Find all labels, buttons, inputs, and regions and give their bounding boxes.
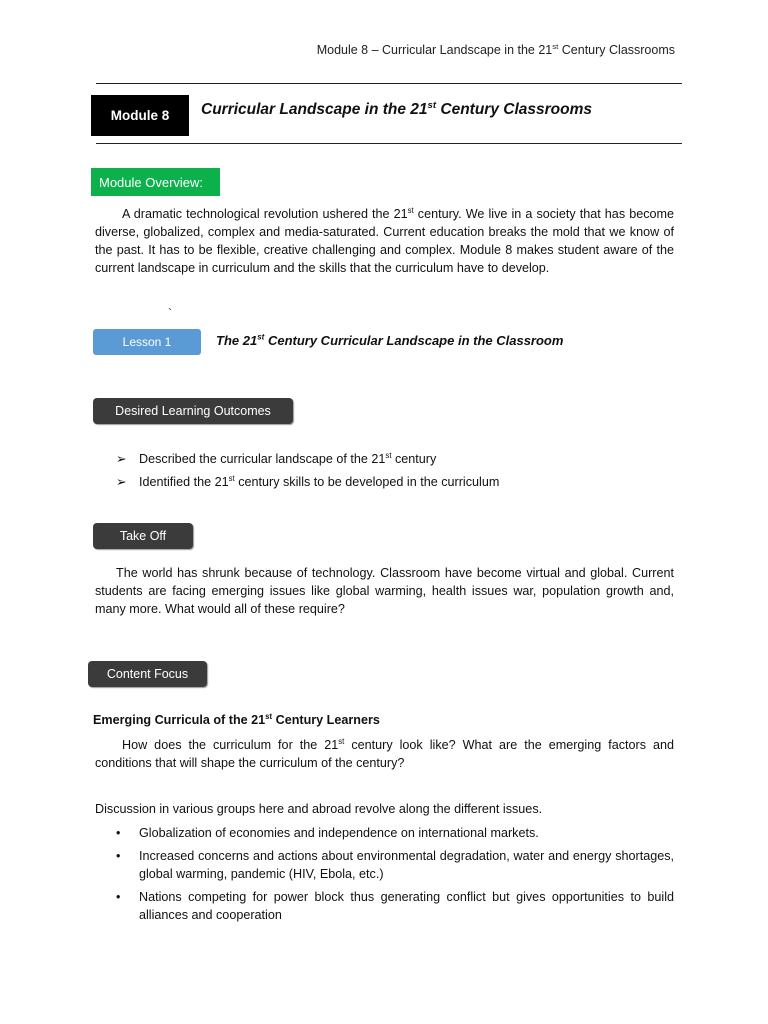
module-label-box bbox=[91, 95, 189, 136]
bullet-text: Globalization of economies and independence on international markets. bbox=[139, 826, 539, 840]
desired-outcomes-tag bbox=[93, 398, 293, 424]
discussion-paragraph bbox=[95, 800, 674, 818]
take-off-tag bbox=[93, 523, 193, 549]
content-focus-tag bbox=[88, 661, 207, 687]
module-title bbox=[201, 101, 592, 119]
module-overview-label: Module Overview: bbox=[99, 174, 204, 190]
take-off-label: Take Off bbox=[119, 529, 167, 543]
outcome-text-end: century bbox=[391, 452, 437, 466]
discussion-text: Discussion in various groups here and abroad revolve along the different issues. bbox=[95, 802, 543, 816]
module-title-text: Curricular Landscape in the 21 bbox=[201, 101, 428, 118]
content-focus-label: Content Focus bbox=[106, 667, 189, 681]
question-sup: st bbox=[338, 736, 345, 746]
overview-sup: st bbox=[407, 205, 414, 215]
running-header-text: Module 8 – Curricular Landscape in the 21 bbox=[316, 43, 553, 57]
list-item bbox=[116, 450, 674, 468]
module-title-sup: st bbox=[427, 99, 437, 111]
bullet-text: Increased concerns and actions about environmental degradation, water and energy shortages, global warming, pandemic (HIV, Ebola, etc.) bbox=[139, 849, 674, 881]
bullet-text: Nations competing for power block thus generating conflict but gives opportunities to build alliances and cooperation bbox=[139, 890, 674, 922]
running-header-sup: st bbox=[552, 41, 559, 51]
desired-outcomes-label: Desired Learning Outcomes bbox=[115, 404, 271, 418]
overview-text: A dramatic technological revolution ushered the 21 bbox=[122, 207, 408, 221]
stray-mark: ` bbox=[168, 306, 172, 320]
lesson-tag bbox=[93, 329, 201, 355]
lesson-tag-label: Lesson 1 bbox=[122, 335, 172, 349]
dot-bullet-icon: • bbox=[116, 890, 121, 904]
list-item bbox=[116, 847, 674, 883]
question-paragraph bbox=[95, 736, 674, 772]
section-heading-sup: st bbox=[265, 711, 273, 721]
overview-text-end: century. We live in a society that has become diverse, globalized, complex and media-saturated. Current education breaks the mold that we know of the past. It has to be flexible, creative challenging and complex. Module 8 makes student aware of the current landscape in curriculum and the skills that the curriculum have to develop. bbox=[95, 207, 674, 275]
running-header bbox=[317, 43, 675, 57]
list-item bbox=[116, 888, 674, 924]
outcome-sup: st bbox=[385, 450, 392, 460]
top-rule bbox=[96, 83, 682, 84]
take-off-text: The world has shrunk because of technology. Classroom have become virtual and global. Current students are facing emerging issues like global warming, health issues war, population growth and, many more. What would all of these require? bbox=[95, 566, 674, 616]
list-item bbox=[116, 473, 674, 491]
outcome-text bbox=[139, 450, 674, 468]
outcome-text-start: Described the curricular landscape of the 21 bbox=[139, 452, 386, 466]
module-title-text-end: Century Classrooms bbox=[436, 101, 592, 118]
section-heading-text: Emerging Curricula of the 21 bbox=[93, 713, 266, 727]
lesson-title-text-end: Century Curricular Landscape in the Classroom bbox=[264, 333, 564, 348]
take-off-paragraph bbox=[95, 564, 674, 618]
module-rule bbox=[96, 143, 682, 144]
question-text-end: century look like? What are the emerging factors and conditions that will shape the curriculum of the century? bbox=[95, 738, 674, 770]
overview-paragraph bbox=[95, 205, 674, 277]
lesson-title-text: The 21 bbox=[216, 333, 258, 348]
outcome-text-start: Identified the 21 bbox=[139, 475, 229, 489]
running-header-text-end: Century Classrooms bbox=[558, 43, 675, 57]
outcome-sup: st bbox=[228, 473, 235, 483]
dot-bullet-icon: • bbox=[116, 849, 121, 863]
lesson-title-sup: st bbox=[257, 332, 265, 342]
outcome-text-end: century skills to be developed in the curriculum bbox=[234, 475, 500, 489]
lesson-title bbox=[216, 333, 563, 348]
question-text: How does the curriculum for the 21 bbox=[122, 738, 339, 752]
list-item bbox=[116, 824, 674, 842]
dot-bullet-icon: • bbox=[116, 826, 121, 840]
arrow-bullet-icon: ➢ bbox=[116, 452, 127, 466]
section-heading-text-end: Century Learners bbox=[272, 713, 380, 727]
outcome-text bbox=[139, 473, 674, 491]
section-heading bbox=[93, 713, 380, 727]
module-label: Module 8 bbox=[110, 108, 170, 123]
arrow-bullet-icon: ➢ bbox=[116, 475, 127, 489]
module-overview-tag bbox=[91, 168, 220, 196]
